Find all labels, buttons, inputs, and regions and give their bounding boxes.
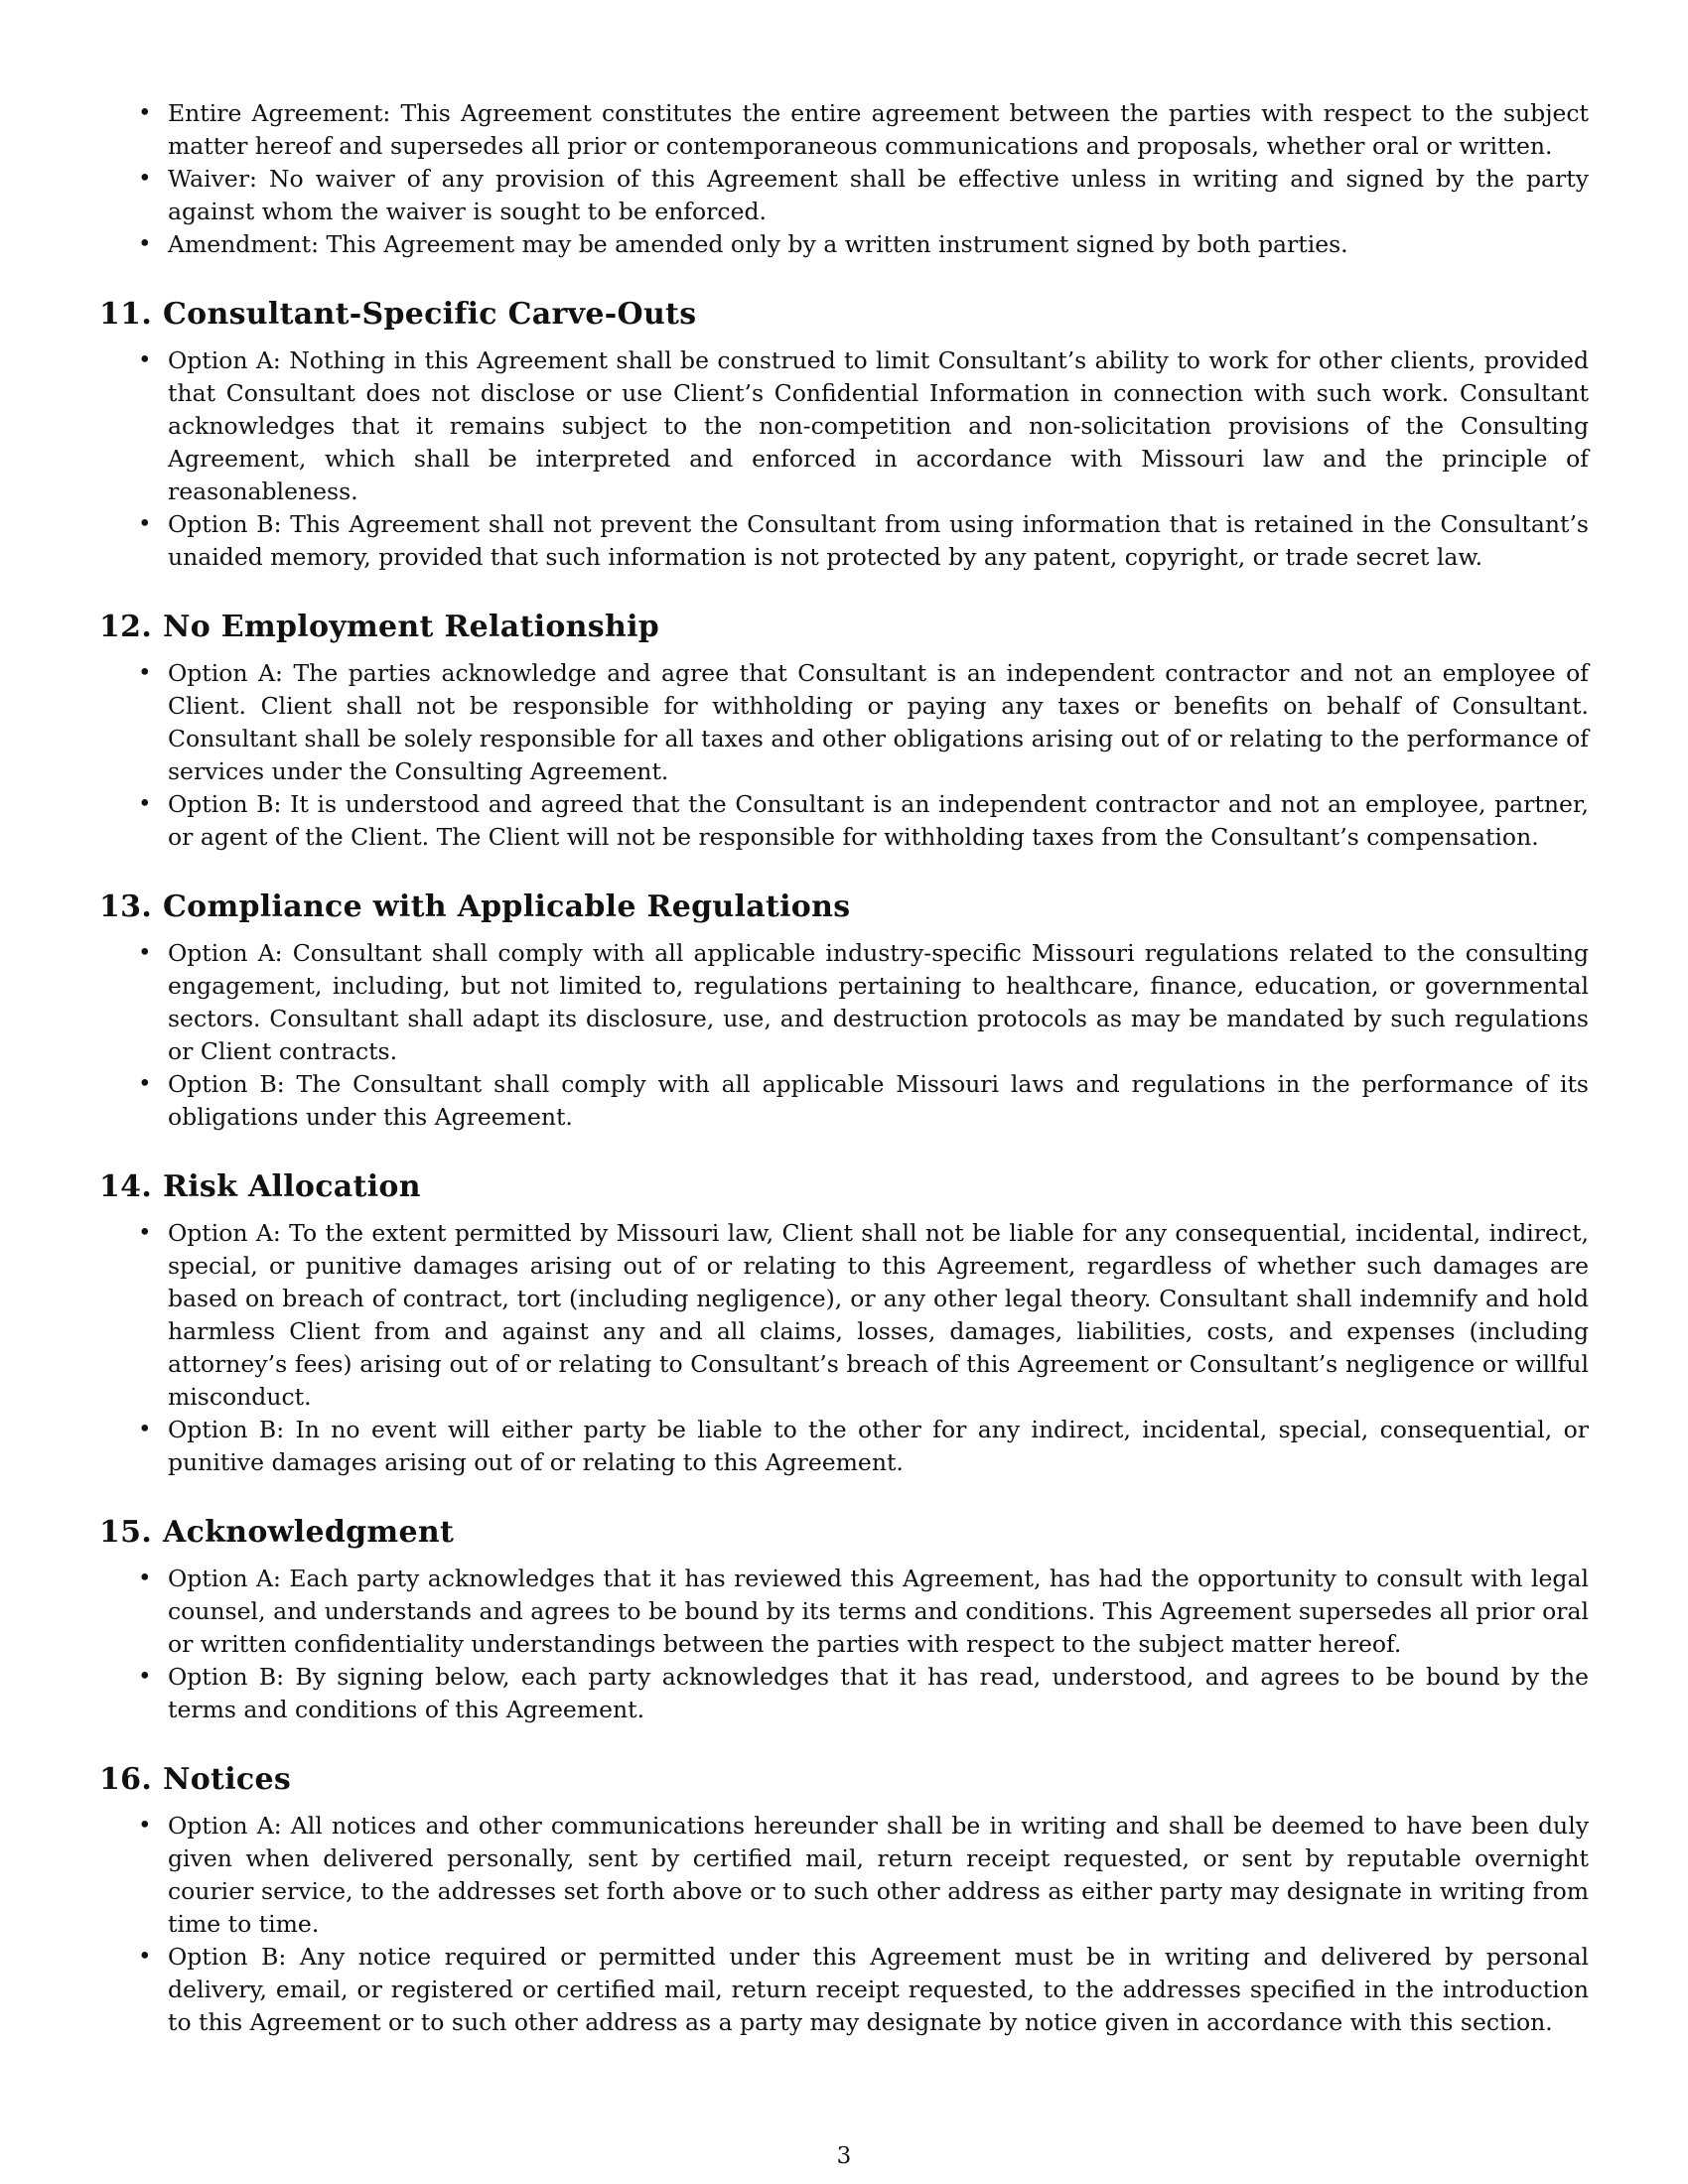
section-number: 12. [99,610,153,644]
section-heading-16 [99,1760,1589,1800]
section-heading-12 [99,608,1589,647]
list-item-option-a: • Option A: To the extent permitted by Missouri law, Client shall not be liable for any consequential, incidental, indirect, special, or punitive damages arising out of or relating to this Agreement, regardless of whether such damages are based on breach of contract, tort (including negligence), or any other legal theory. Consultant shall indemnify and hold harmless Client from and against any and all claims, losses, damages, liabilities, costs, and expenses (including attorney’s fees) arising out of or relating to Consultant’s breach of this Agreement or Consultant’s negligence or willful misconduct. [99,1217,1589,1414]
list-item-option-a: • Option A: Nothing in this Agreement shall be construed to limit Consultant’s ability to work for other clients, provided that Consultant does not disclose or use Client’s Confidential Information in connection with such work. Consultant acknowledges that it remains subject to the non-competition and non-solicitation provisions of the Consulting Agreement, which shall be interpreted and enforced in accordance with Missouri law and the principle of reasonableness. [99,344,1589,508]
list-item-waiver: • Waiver: No waiver of any provision of this Agreement shall be effective unless in writing and signed by the party against whom the waiver is sought to be enforced. [99,163,1589,228]
list-item-option-a: • Option A: All notices and other communications hereunder shall be in writing and shall be deemed to have been duly given when delivered personally, sent by certified mail, return receipt requested, or sent by reputable overnight courier service, to the addresses set forth above or to such other address as either party may designate in writing from time to time. [99,1810,1589,1941]
section-title: Compliance with Applicable Regulations [163,889,851,924]
section-13-list [99,937,1589,1134]
section-number: 11. [99,297,153,332]
list-item-entire-agreement: • Entire Agreement: This Agreement constitutes the entire agreement between the parties with respect to the subject matter hereof and supersedes all prior or contemporaneous communications and proposals, whether oral or written. [99,97,1589,163]
list-item-option-a: • Option A: Each party acknowledges that it has reviewed this Agreement, has had the opportunity to consult with legal counsel, and understands and agrees to be bound by its terms and conditions. This Agreement supersedes all prior oral or written confidentiality understandings between the parties with respect to the subject matter hereof. [99,1563,1589,1661]
list-item-option-b: • Option B: Any notice required or permitted under this Agreement must be in writing and delivered by personal delivery, email, or registered or certified mail, return receipt requested, to the addresses specified in the introduction to this Agreement or to such other address as a party may designate by notice given in accordance with this section. [99,1941,1589,2039]
list-item-option-b: • Option B: The Consultant shall comply with all applicable Missouri laws and regulations in the performance of its obligations under this Agreement. [99,1068,1589,1134]
section-16-list [99,1810,1589,2039]
section-number: 14. [99,1169,153,1204]
page-content [99,97,1589,2039]
section-title: No Employment Relationship [163,610,660,644]
list-item-option-a: • Option A: The parties acknowledge and agree that Consultant is an independent contractor and not an employee of Client. Client shall not be responsible for withholding or paying any taxes or benefits on behalf of Consultant. Consultant shall be solely responsible for all taxes and other obligations arising out of or relating to the performance of services under the Consulting Agreement. [99,657,1589,788]
section-heading-14 [99,1167,1589,1207]
page-number: 3 [836,2143,852,2169]
section-heading-15 [99,1513,1589,1553]
section-title: Consultant-Specific Carve-Outs [163,297,697,332]
section-number: 13. [99,889,153,924]
section-12-list [99,657,1589,854]
list-item-option-a: • Option A: Consultant shall comply with all applicable industry-specific Missouri regulations related to the consulting engagement, including, but not limited to, regulations pertaining to healthcare, finance, education, or governmental sectors. Consultant shall adapt its disclosure, use, and destruction protocols as may be mandated by such regulations or Client contracts. [99,937,1589,1068]
section-15-list [99,1563,1589,1726]
section-number: 15. [99,1515,153,1550]
section-11-list [99,344,1589,574]
section-number: 16. [99,1762,153,1797]
section-title: Acknowledgment [163,1515,455,1550]
section-14-list [99,1217,1589,1479]
section-title: Notices [163,1762,292,1797]
list-item-amendment: • Amendment: This Agreement may be amended only by a written instrument signed by both parties. [99,228,1589,261]
section-heading-11 [99,295,1589,335]
list-item-option-b: • Option B: In no event will either party be liable to the other for any indirect, incidental, special, consequential, or punitive damages arising out of or relating to this Agreement. [99,1414,1589,1479]
section-title: Risk Allocation [163,1169,421,1204]
list-item-option-b: • Option B: It is understood and agreed that the Consultant is an independent contractor and not an employee, partner, or agent of the Client. The Client will not be responsible for withholding taxes from the Consultant’s compensation. [99,788,1589,854]
top-item-list [99,97,1589,261]
list-item-option-b: • Option B: By signing below, each party acknowledges that it has read, understood, and agrees to be bound by the terms and conditions of this Agreement. [99,1661,1589,1726]
section-heading-13 [99,887,1589,927]
list-item-option-b: • Option B: This Agreement shall not prevent the Consultant from using information that is retained in the Consultant’s unaided memory, provided that such information is not protected by any patent, copyright, or trade secret law. [99,508,1589,574]
